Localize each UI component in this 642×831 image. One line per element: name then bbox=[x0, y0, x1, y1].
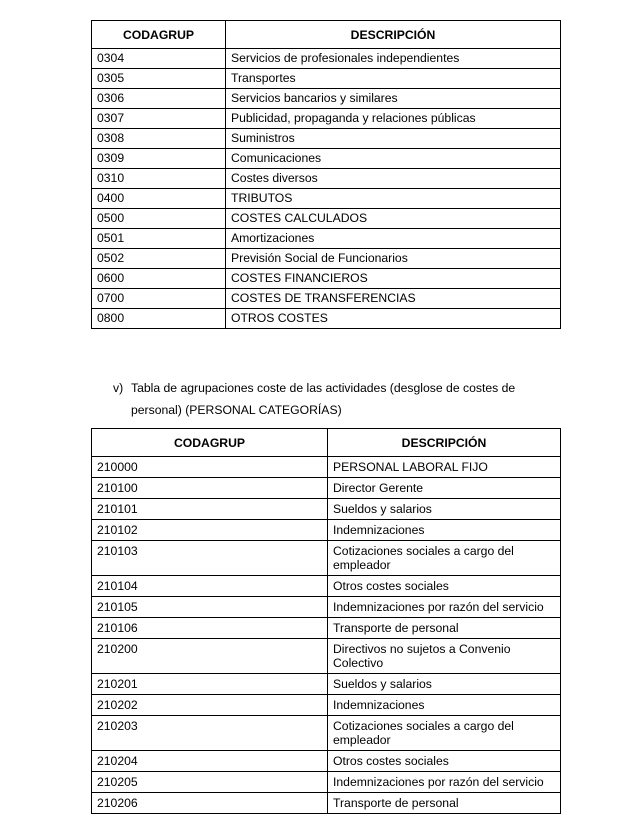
table-row bbox=[92, 751, 561, 772]
description-cell: Transportes bbox=[226, 69, 561, 89]
code-cell: 0310 bbox=[92, 169, 226, 189]
code-cell: 210205 bbox=[92, 772, 328, 793]
header-descripcion: DESCRIPCIÓN bbox=[328, 429, 561, 457]
code-cell: 0306 bbox=[92, 89, 226, 109]
code-cell: 210104 bbox=[92, 576, 328, 597]
table-row bbox=[92, 69, 561, 89]
code-cell: 210100 bbox=[92, 478, 328, 499]
code-cell: 210102 bbox=[92, 520, 328, 541]
description-cell: Suministros bbox=[226, 129, 561, 149]
code-cell: 0600 bbox=[92, 269, 226, 289]
table-row bbox=[92, 49, 561, 69]
description-cell: TRIBUTOS bbox=[226, 189, 561, 209]
section-text-line2: personal) (PERSONAL CATEGORÍAS) bbox=[131, 403, 342, 417]
description-cell: Transporte de personal bbox=[328, 793, 561, 814]
table-row bbox=[92, 289, 561, 309]
code-cell: 0308 bbox=[92, 129, 226, 149]
table-row bbox=[92, 269, 561, 289]
table-row bbox=[92, 109, 561, 129]
section-heading bbox=[113, 377, 561, 421]
personnel-categories-table bbox=[91, 428, 561, 814]
code-cell: 210206 bbox=[92, 793, 328, 814]
table-row bbox=[92, 169, 561, 189]
description-cell: Indemnizaciones bbox=[328, 695, 561, 716]
description-cell: COSTES FINANCIEROS bbox=[226, 269, 561, 289]
description-cell: Otros costes sociales bbox=[328, 576, 561, 597]
table-row bbox=[92, 149, 561, 169]
table-row bbox=[92, 793, 561, 814]
code-cell: 210103 bbox=[92, 541, 328, 576]
table-row bbox=[92, 541, 561, 576]
code-cell: 210101 bbox=[92, 499, 328, 520]
code-cell: 210201 bbox=[92, 674, 328, 695]
description-cell: Previsión Social de Funcionarios bbox=[226, 249, 561, 269]
table-row bbox=[92, 716, 561, 751]
table-row bbox=[92, 695, 561, 716]
table-row bbox=[92, 309, 561, 329]
description-cell: COSTES DE TRANSFERENCIAS bbox=[226, 289, 561, 309]
description-cell: OTROS COSTES bbox=[226, 309, 561, 329]
code-cell: 0800 bbox=[92, 309, 226, 329]
description-cell: Servicios bancarios y similares bbox=[226, 89, 561, 109]
table-header-row bbox=[92, 21, 561, 49]
header-codagrup: CODAGRUP bbox=[92, 429, 328, 457]
description-cell: Cotizaciones sociales a cargo del empleador bbox=[328, 541, 561, 576]
list-marker: v) bbox=[113, 381, 124, 395]
code-cell: 210000 bbox=[92, 457, 328, 478]
table-body bbox=[92, 457, 561, 814]
description-cell: Servicios de profesionales independientes bbox=[226, 49, 561, 69]
table-row bbox=[92, 499, 561, 520]
table-body bbox=[92, 49, 561, 329]
table-row bbox=[92, 597, 561, 618]
table-row bbox=[92, 674, 561, 695]
table-row bbox=[92, 129, 561, 149]
description-cell: Sueldos y salarios bbox=[328, 499, 561, 520]
table-header-row bbox=[92, 429, 561, 457]
description-cell: Transporte de personal bbox=[328, 618, 561, 639]
section-text-line1: Tabla de agrupaciones coste de las actividades (desglose de costes de bbox=[131, 381, 516, 395]
code-cell: 0500 bbox=[92, 209, 226, 229]
code-cell: 0400 bbox=[92, 189, 226, 209]
table-row bbox=[92, 478, 561, 499]
table-row bbox=[92, 457, 561, 478]
table-row bbox=[92, 772, 561, 793]
description-cell: Comunicaciones bbox=[226, 149, 561, 169]
description-cell: PERSONAL LABORAL FIJO bbox=[328, 457, 561, 478]
code-cell: 210105 bbox=[92, 597, 328, 618]
code-cell: 0502 bbox=[92, 249, 226, 269]
code-cell: 0305 bbox=[92, 69, 226, 89]
description-cell: Indemnizaciones por razón del servicio bbox=[328, 597, 561, 618]
table-row bbox=[92, 229, 561, 249]
code-cell: 210202 bbox=[92, 695, 328, 716]
table-row bbox=[92, 249, 561, 269]
code-cell: 210200 bbox=[92, 639, 328, 674]
description-cell: COSTES CALCULADOS bbox=[226, 209, 561, 229]
table-row bbox=[92, 89, 561, 109]
table-row bbox=[92, 576, 561, 597]
code-cell: 0304 bbox=[92, 49, 226, 69]
table-row bbox=[92, 520, 561, 541]
table-row bbox=[92, 639, 561, 674]
code-cell: 210204 bbox=[92, 751, 328, 772]
code-cell: 210106 bbox=[92, 618, 328, 639]
table-row bbox=[92, 209, 561, 229]
description-cell: Costes diversos bbox=[226, 169, 561, 189]
header-codagrup: CODAGRUP bbox=[92, 21, 226, 49]
description-cell: Amortizaciones bbox=[226, 229, 561, 249]
table-row bbox=[92, 618, 561, 639]
code-cell: 0501 bbox=[92, 229, 226, 249]
description-cell: Director Gerente bbox=[328, 478, 561, 499]
description-cell: Publicidad, propaganda y relaciones públicas bbox=[226, 109, 561, 129]
code-cell: 0700 bbox=[92, 289, 226, 309]
code-cell: 0307 bbox=[92, 109, 226, 129]
description-cell: Indemnizaciones por razón del servicio bbox=[328, 772, 561, 793]
code-cell: 0309 bbox=[92, 149, 226, 169]
description-cell: Sueldos y salarios bbox=[328, 674, 561, 695]
header-descripcion: DESCRIPCIÓN bbox=[226, 21, 561, 49]
description-cell: Cotizaciones sociales a cargo del empleador bbox=[328, 716, 561, 751]
cost-grouping-table bbox=[91, 20, 561, 329]
code-cell: 210203 bbox=[92, 716, 328, 751]
description-cell: Otros costes sociales bbox=[328, 751, 561, 772]
description-cell: Directivos no sujetos a Convenio Colectivo bbox=[328, 639, 561, 674]
table-row bbox=[92, 189, 561, 209]
description-cell: Indemnizaciones bbox=[328, 520, 561, 541]
